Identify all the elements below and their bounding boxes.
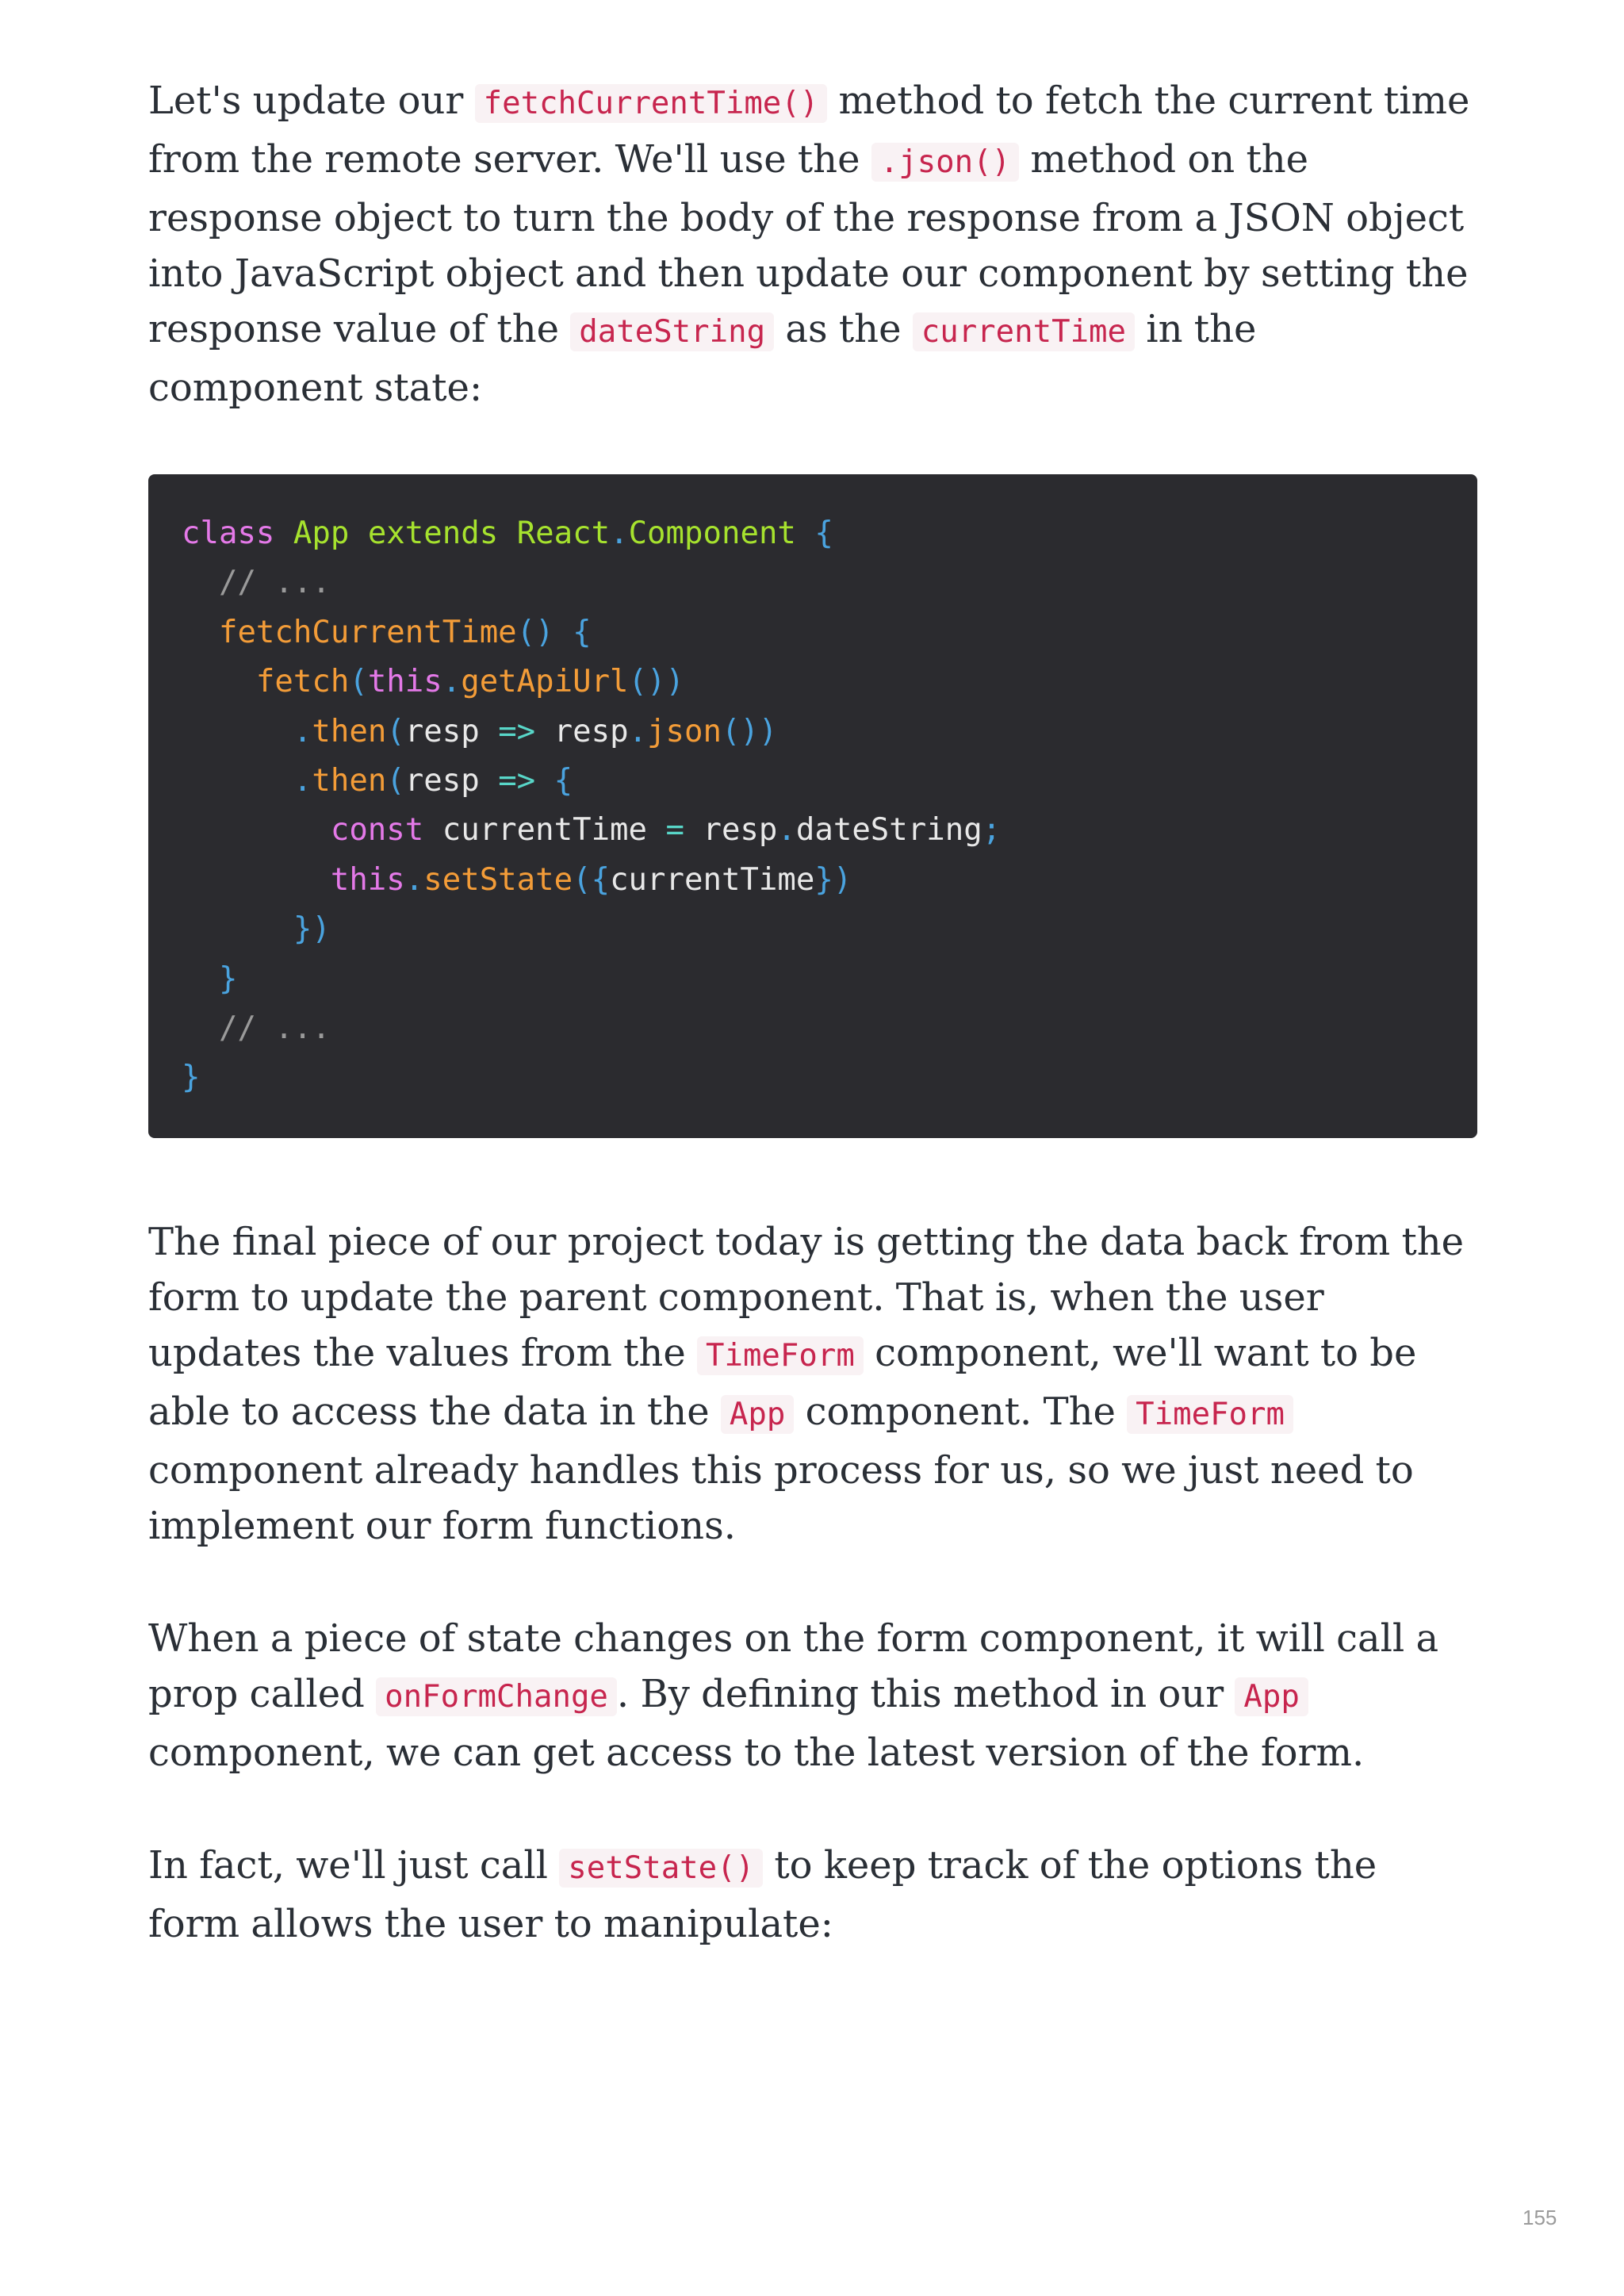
text: component, we'll want to be able to access the data in the	[148, 1330, 1417, 1434]
code-token: fetchCurrentTime	[218, 614, 517, 650]
code-token: Component	[628, 516, 796, 551]
code-token: }	[182, 1060, 201, 1096]
code-token: resp	[404, 713, 480, 749]
code-token: (	[349, 664, 368, 700]
code-token: getApiUrl	[461, 664, 629, 700]
code-token	[647, 812, 665, 848]
code-line	[182, 1004, 1444, 1053]
text: component already handles this process for us, so we just need to implement our form functions.	[148, 1447, 1414, 1548]
code-token	[423, 812, 442, 848]
code-token	[182, 812, 331, 848]
code-token: =	[665, 812, 684, 849]
code-token: .	[404, 861, 424, 898]
code-comment: // ...	[218, 1010, 331, 1046]
code-token: this	[367, 664, 442, 700]
text: method on the response object to turn the body of the response from a JSON object into JavaScript object and then update our component by setting the response value of the	[148, 137, 1469, 351]
code-token: extends	[367, 516, 499, 551]
code-line	[182, 707, 1444, 757]
code-token	[684, 812, 703, 848]
code-token: resp	[404, 762, 480, 799]
code-token	[535, 763, 553, 799]
inline-code-timeform: TimeForm	[1127, 1395, 1293, 1434]
code-token	[480, 714, 498, 749]
code-token	[554, 615, 573, 650]
text: In fact, we'll just call	[148, 1842, 560, 1888]
code-token: (	[386, 762, 405, 799]
code-token: this	[330, 861, 405, 898]
spacer	[148, 1554, 1477, 1611]
code-token: .	[610, 516, 629, 551]
text: component. The	[794, 1389, 1128, 1434]
code-token	[182, 911, 293, 947]
inline-code-fetchcurrenttime: fetchCurrentTime()	[475, 84, 828, 123]
code-token	[182, 862, 331, 898]
code-line	[182, 1053, 1444, 1102]
code-token: then	[312, 713, 387, 749]
code-token: .	[293, 762, 312, 799]
code-token: resp	[703, 812, 778, 849]
spacer	[148, 1780, 1477, 1838]
code-token: =>	[498, 762, 536, 799]
code-token	[182, 714, 293, 749]
code-comment: // ...	[218, 565, 331, 601]
code-token: currentTime	[442, 812, 648, 849]
inline-code-onformchange: onFormChange	[376, 1677, 617, 1716]
paragraph-final-piece	[148, 1214, 1477, 1554]
code-token: then	[312, 762, 387, 799]
code-line	[182, 955, 1444, 1004]
code-token: fetch	[255, 664, 350, 700]
code-token: {	[814, 516, 833, 551]
code-line	[182, 757, 1444, 806]
code-token: ())	[628, 664, 684, 700]
code-token: .	[293, 713, 312, 749]
code-token: resp	[553, 713, 629, 749]
code-token: class	[182, 516, 275, 551]
code-line	[182, 558, 1444, 608]
code-token: {	[573, 614, 592, 650]
code-token	[796, 516, 814, 551]
paragraph-intro	[148, 73, 1477, 416]
code-token: ({	[573, 861, 611, 898]
text: When a piece of state changes on the form component, it will call a prop called	[148, 1616, 1439, 1716]
text: . By defining this method in our	[616, 1671, 1235, 1716]
text: Let's update our	[148, 79, 475, 123]
code-token	[349, 516, 367, 551]
code-token: ;	[982, 812, 1002, 849]
inline-code-timeform: TimeForm	[697, 1336, 864, 1375]
code-line	[182, 608, 1444, 657]
code-token	[498, 516, 516, 551]
code-token: App	[293, 516, 350, 551]
code-token: .	[628, 713, 648, 749]
code-token: (	[386, 713, 405, 749]
code-token: dateString	[795, 812, 982, 849]
code-token	[182, 763, 293, 799]
code-token: const	[330, 812, 424, 849]
paragraph-setstate	[148, 1838, 1477, 1952]
text: component, we can get access to the latest version of the form.	[148, 1730, 1365, 1775]
code-line	[182, 905, 1444, 954]
code-token: .	[777, 812, 796, 849]
code-token: ())	[721, 713, 778, 749]
text: to keep track of the options the form allows the user to manipulate:	[148, 1842, 1377, 1946]
text: as the	[774, 307, 913, 351]
page-content	[148, 73, 1477, 1952]
code-line	[182, 509, 1444, 558]
code-token	[182, 1010, 219, 1046]
inline-code-app: App	[1235, 1677, 1308, 1716]
code-token: })	[293, 911, 331, 948]
code-token: React	[516, 516, 611, 551]
inline-code-app: App	[721, 1395, 794, 1434]
code-line	[182, 657, 1444, 707]
inline-code-json: .json()	[871, 143, 1019, 182]
code-token: ()	[516, 614, 554, 650]
code-token: =>	[498, 713, 536, 749]
code-token	[274, 516, 293, 551]
code-line	[182, 856, 1444, 905]
paragraph-onformchange	[148, 1611, 1477, 1780]
code-token: currentTime	[610, 861, 815, 898]
code-token: {	[553, 762, 573, 799]
code-token	[535, 714, 553, 749]
text: method to fetch the current time from the remote server. We'll use the	[148, 79, 1470, 182]
code-token: })	[814, 861, 852, 898]
code-token	[480, 763, 498, 799]
text: in the component state:	[148, 307, 1257, 410]
inline-code-setstate: setState()	[559, 1849, 763, 1888]
code-token: json	[647, 713, 722, 749]
code-token: .	[442, 664, 462, 700]
code-block	[148, 474, 1477, 1138]
code-token	[182, 664, 256, 700]
code-token: }	[218, 960, 238, 997]
code-token	[182, 565, 219, 600]
code-token: setState	[423, 861, 573, 898]
code-line	[182, 806, 1444, 855]
text: The final piece of our project today is getting the data back from the form to update the parent component. That is, when the user updates the values from the	[148, 1219, 1465, 1375]
code-token	[182, 615, 219, 650]
code-token	[182, 961, 219, 997]
page-number: 155	[1522, 2206, 1557, 2229]
inline-code-datestring: dateString	[570, 312, 774, 351]
inline-code-currenttime: currentTime	[913, 312, 1135, 351]
